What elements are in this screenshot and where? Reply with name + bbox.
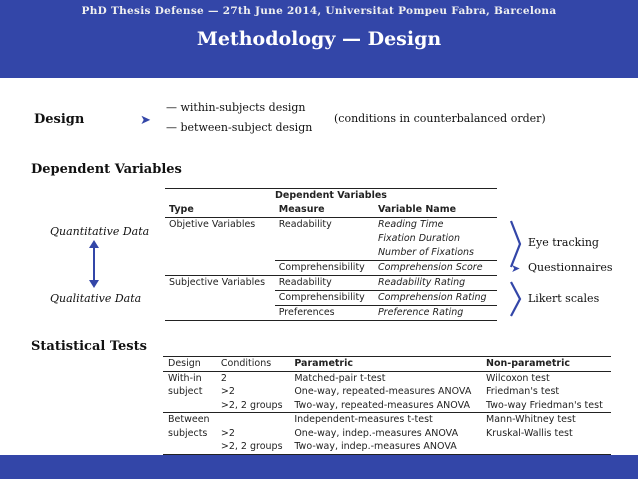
table-cell: >2, 2 groups	[216, 440, 289, 454]
column-header: Parametric	[289, 357, 481, 372]
table-row	[165, 218, 497, 233]
table-row	[163, 440, 611, 454]
table-cell: subjects	[168, 427, 208, 439]
qualitative-data-label: Qualitative Data	[50, 292, 142, 305]
design-label: Design	[34, 112, 85, 127]
table-cell: Readability Rating	[374, 276, 497, 291]
design-note: (conditions in counterbalanced order)	[334, 112, 546, 125]
quantitative-data-label: Quantitative Data	[50, 225, 150, 238]
column-header: Type	[165, 203, 275, 218]
table-cell	[216, 413, 289, 427]
table-row	[165, 246, 497, 261]
table-row	[163, 427, 611, 441]
design-option-within: — within-subjects design	[166, 101, 306, 114]
table-row	[163, 399, 611, 413]
table-cell: One-way, repeated-measures ANOVA	[294, 386, 472, 397]
table-cell: Kruskal-Wallis test	[486, 427, 573, 439]
table-cell: Friedman's test	[486, 386, 560, 397]
table-cell: Number of Fixations	[377, 247, 474, 258]
column-header: Variable Name	[374, 203, 497, 218]
column-header: Measure	[275, 203, 374, 218]
arrow-right-icon: ➤	[140, 113, 151, 128]
table-cell: Preference Rating	[374, 306, 497, 321]
table-row	[163, 371, 611, 385]
table-row	[165, 232, 497, 246]
table-cell: Comprehensibility	[275, 291, 374, 306]
table-cell: Subjective Variables	[165, 276, 275, 291]
table-cell: Readability	[275, 276, 374, 291]
table-cell: Mann-Whitney test	[481, 413, 611, 427]
table-cell	[163, 399, 216, 413]
table-cell: subject	[168, 386, 203, 397]
bracket-icon	[509, 280, 523, 318]
double-arrow-icon	[87, 240, 101, 288]
table-cell: >2	[220, 427, 235, 439]
table-cell: 2	[220, 372, 227, 384]
column-header: Non-parametric	[481, 357, 611, 372]
table-cell: With-in	[168, 372, 202, 384]
table-cell: Reading Time	[377, 219, 444, 230]
table-cell: Comprehension Rating	[374, 291, 497, 306]
table-cell	[163, 440, 216, 454]
dependent-variables-heading: Dependent Variables	[31, 162, 182, 177]
table-row	[165, 291, 497, 306]
arrow-right-icon: ➤	[511, 262, 521, 275]
footer-text: PhD Thesis Defense — 27th June 2014, Universitat Pompeu Fabra, Barcelona	[81, 5, 557, 17]
table-cell: Preferences	[275, 306, 374, 321]
table-cell: Wilcoxon test	[486, 372, 550, 384]
footer-bar	[0, 455, 638, 479]
table-cell	[481, 440, 611, 454]
table-cell: Readability	[278, 219, 332, 230]
design-option-between: — between-subject design	[166, 121, 313, 134]
table-cell: One-way, indep.-measures ANOVA	[294, 427, 459, 439]
table-cell: Between	[163, 413, 216, 427]
table-cell: >2, 2 groups	[220, 399, 283, 411]
table-cell: Two-way, indep.-measures ANOVA	[289, 440, 481, 454]
questionnaires-label: Questionnaires	[528, 261, 613, 274]
table-cell: Two-way, repeated-measures ANOVA	[294, 399, 470, 411]
likert-scales-label: Likert scales	[528, 292, 600, 305]
table-cell: Two-way Friedman's test	[486, 399, 603, 411]
statistical-tests-heading: Statistical Tests	[31, 339, 147, 354]
table-cell: >2	[220, 386, 235, 397]
column-header: Conditions	[216, 357, 289, 372]
table-row	[165, 261, 497, 276]
statistical-tests-table	[163, 356, 611, 455]
column-header: Design	[163, 357, 216, 372]
slide-title: Methodology — Design	[196, 28, 442, 50]
table-cell: Objetive Variables	[169, 219, 256, 230]
table-row	[165, 306, 497, 321]
dependent-variables-table	[165, 188, 497, 321]
table-cell: Fixation Duration	[377, 233, 460, 244]
table-row	[163, 413, 611, 427]
table-row	[163, 385, 611, 399]
table-cell: Comprehensibility	[275, 261, 374, 276]
eye-tracking-label: Eye tracking	[528, 236, 599, 249]
table-cell: Matched-pair t-test	[294, 372, 386, 384]
table-cell: Comprehension Score	[374, 261, 497, 276]
table-cell: Independent-measures t-test	[289, 413, 481, 427]
table-caption: Dependent Variables	[165, 189, 497, 204]
table-row	[165, 276, 497, 291]
